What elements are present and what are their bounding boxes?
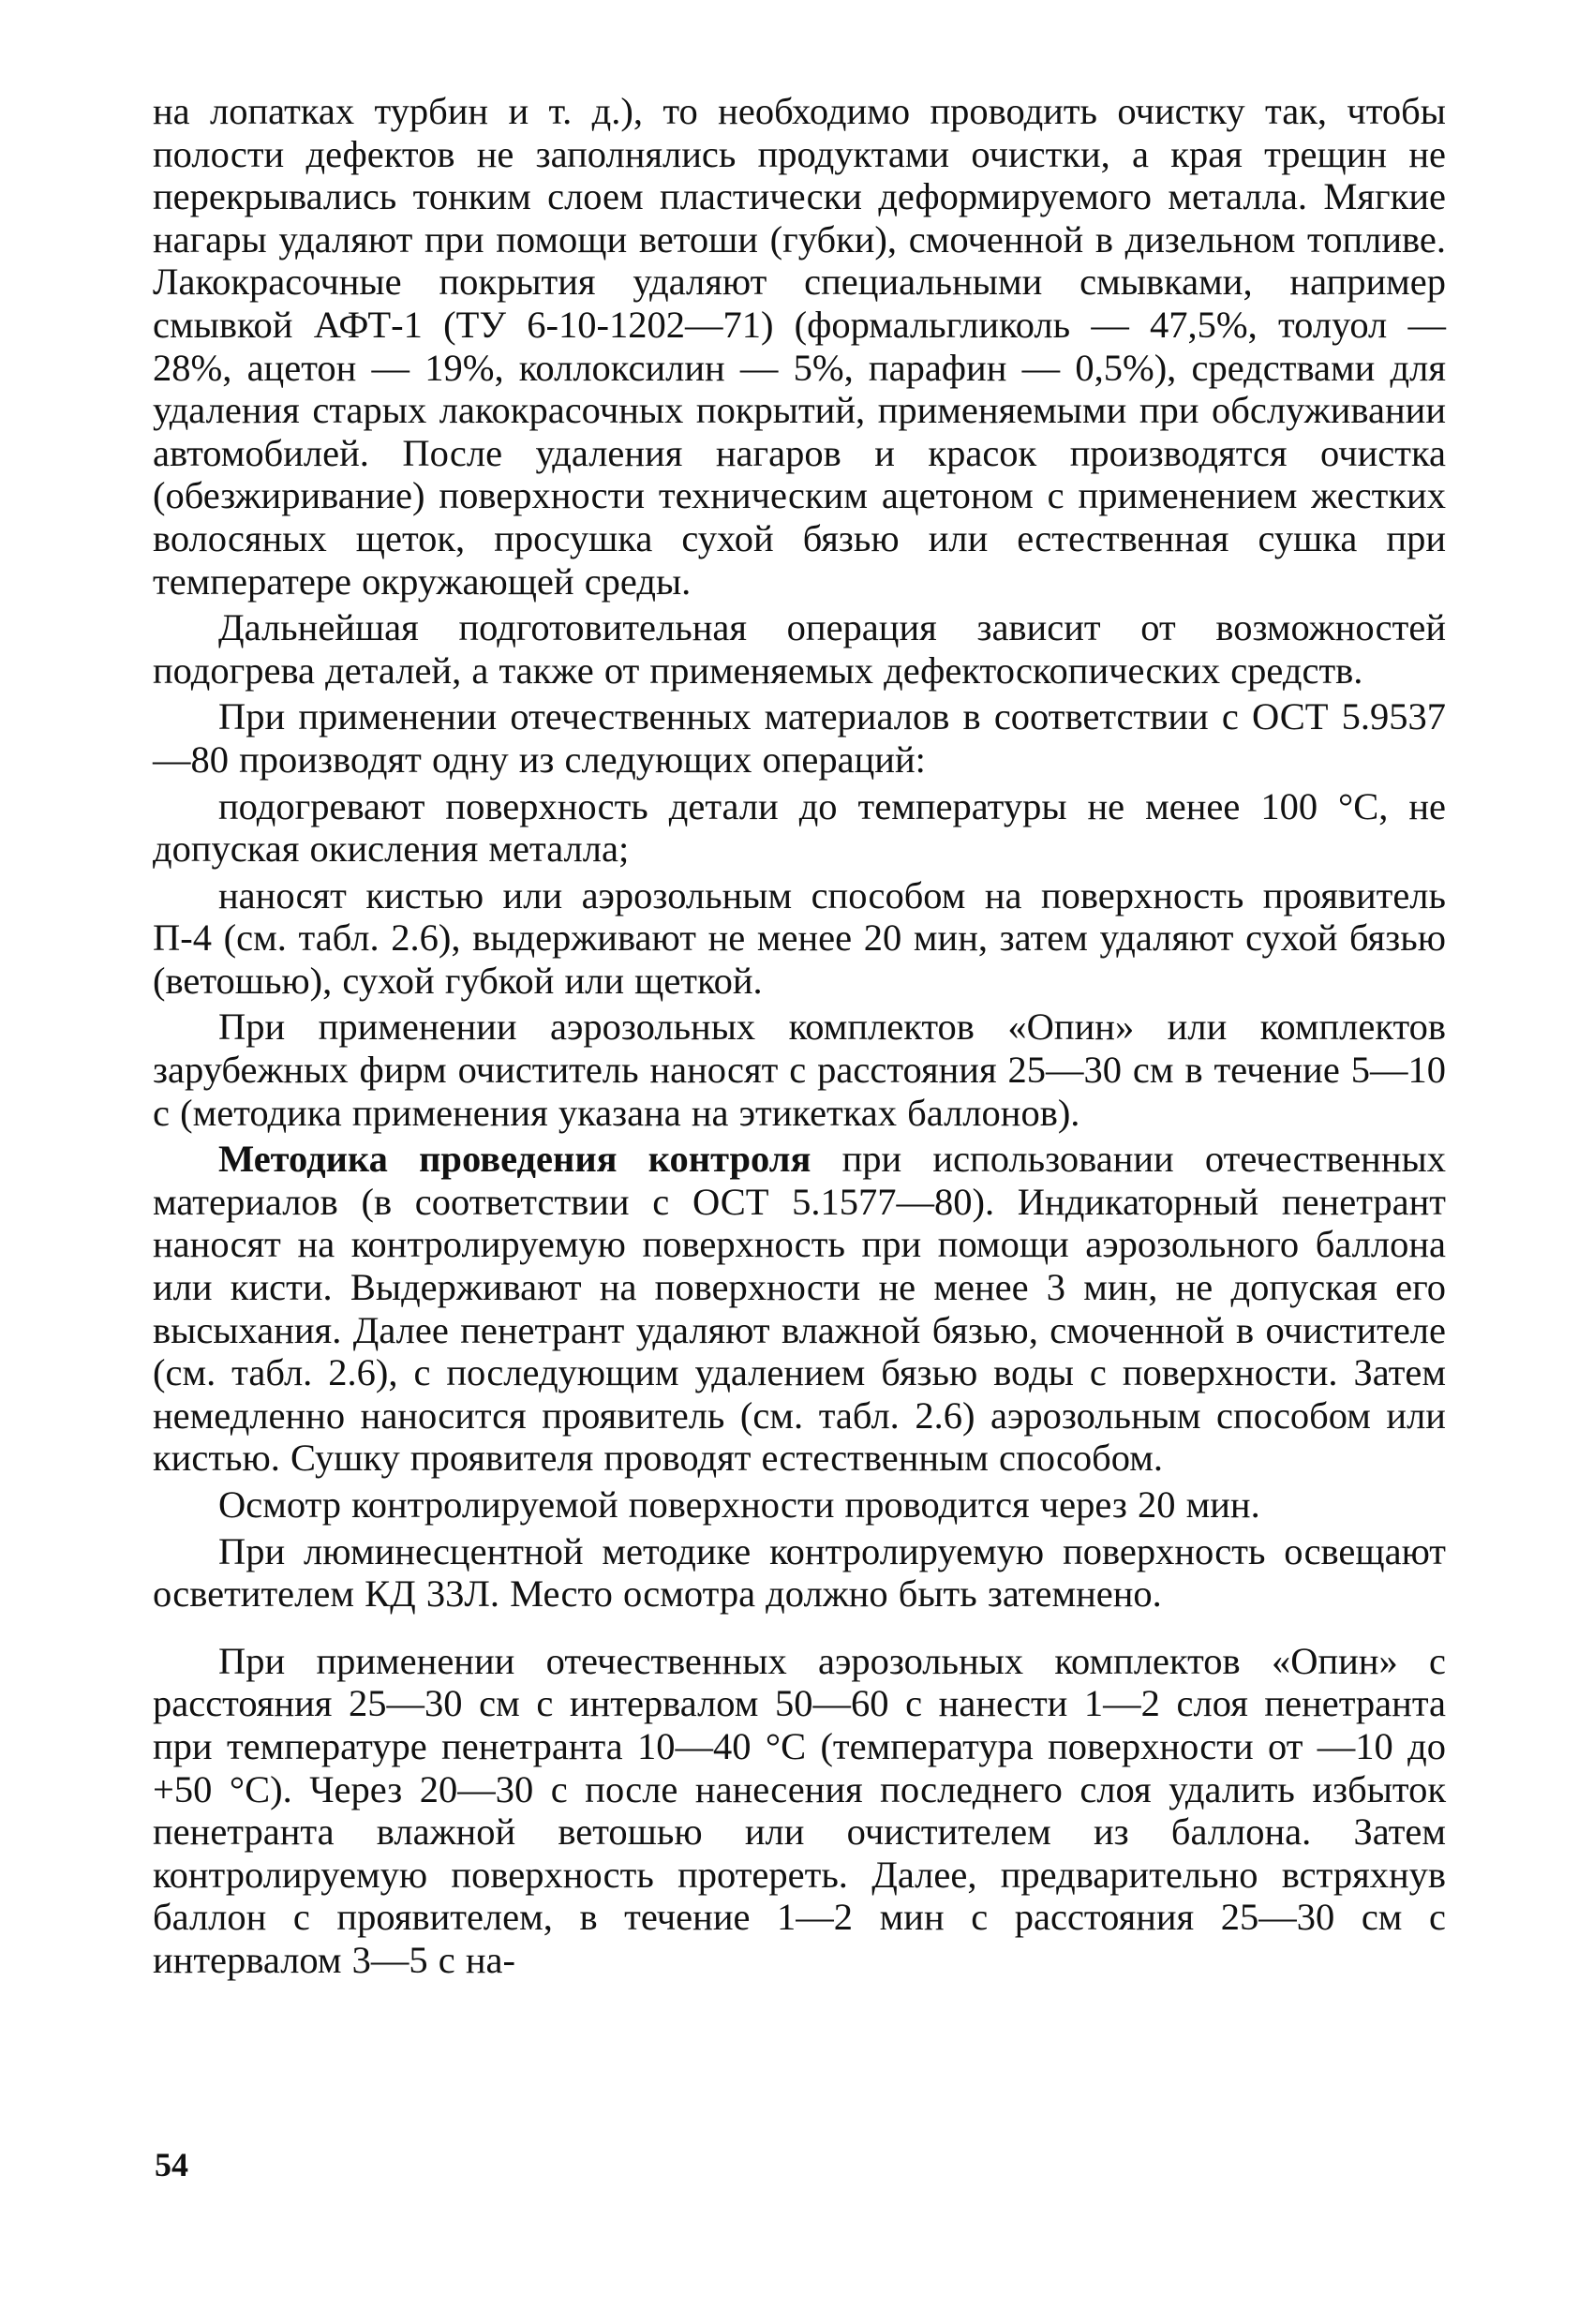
paragraph-preparation: Дальнейшая подготовительная операция зависит от возможностей подогрева деталей, а также от применяемых дефектоскопических средств. bbox=[153, 606, 1446, 692]
control-method-heading: Методика проведения контроля bbox=[218, 1138, 811, 1181]
control-method-text: при использовании отечественных материалов (в соответствии с ОСТ 5.1577—80). Индикаторный пенетрант наносят на контролируемую поверхность при помощи аэрозольного баллона или кисти. Выдерживают на поверхности не менее 3 мин, не допуская его высыхания. Далее пенетрант удаляют влажной бязью, смоченной в очистителе (см. табл. 2.6), с последующим удалением бязью воды с поверхности. Затем немедленно наносится проявитель (см. табл. 2.6) аэрозольным способом или кистью. Сушку проявителя проводят естественным способом. bbox=[153, 1138, 1446, 1480]
paragraph-opin-procedure: При применении отечественных аэрозольных комплектов «Опин» с расстояния 25—30 см с интервалом 50—60 с нанести 1—2 слоя пенетранта при температуре пенетранта 10—40 °С (температура поверхности от —10 до +50 °С). Через 20—30 с после нанесения последнего слоя удалить избыток пенетранта влажной ветошью или очистителем из баллона. Затем контролируемую поверхность протереть. Далее, предварительно встряхнув баллон с проявителем, в течение 1—2 мин с расстояния 25—30 см с интервалом 3—5 с на- bbox=[153, 1639, 1446, 1981]
paragraph-luminescent: При люминесцентной методике контролируемую поверхность освещают осветителем КД 33Л. Место осмотра должно быть затемнено. bbox=[153, 1529, 1446, 1616]
paragraph-control-method bbox=[153, 1138, 1446, 1480]
paragraph-inspection: Осмотр контролируемой поверхности проводится через 20 мин. bbox=[218, 1483, 1260, 1526]
paragraph-heating: подогревают поверхность детали до температуры не менее 100 °С, не допуская окисления металла; bbox=[153, 784, 1446, 871]
page-body bbox=[153, 90, 1446, 1982]
page-number: 54 bbox=[155, 2146, 188, 2183]
paragraph-developer: наносят кистью или аэрозольным способом на поверхность проявитель П-4 (см. табл. 2.6), выдерживают не менее 20 мин, затем удаляют сухой бязью (ветошью), сухой губкой или щеткой. bbox=[153, 873, 1446, 1002]
paragraph-domestic-materials: При применении отечественных материалов в соответствии с ОСТ 5.9537—80 производят одну из следующих операций: bbox=[153, 695, 1446, 781]
paragraph-cleaning: на лопатках турбин и т. д.), то необходимо проводить очистку так, чтобы полости дефектов не заполнялись продуктами очистки, а края трещин не перекрывались тонким слоем пластически деформируемого металла. Мягкие нагары удаляют при помощи ветоши (губки), смоченной в дизельном топливе. Лакокрасочные покрытия удаляют специальными смывками, например смывкой АФТ-1 (ТУ 6-10-1202—71) (формальгликоль — 47,5%, толуол — 28%, ацетон — 19%, коллоксилин — 5%, парафин — 0,5%), средствами для удаления старых лакокрасочных покрытий, применяемыми при обслуживании автомобилей. После удаления нагаров и красок производятся очистка (обезжиривание) поверхности техническим ацетоном с применением жестких волосяных щеток, просушка сухой бязью или естественная сушка при температере окружающей среды. bbox=[153, 90, 1446, 603]
paragraph-aerosol-kits: При применении аэрозольных комплектов «Опин» или комплектов зарубежных фирм очиститель наносят с расстояния 25—30 см в течение 5—10 с (методика применения указана на этикетках баллонов). bbox=[153, 1006, 1446, 1134]
